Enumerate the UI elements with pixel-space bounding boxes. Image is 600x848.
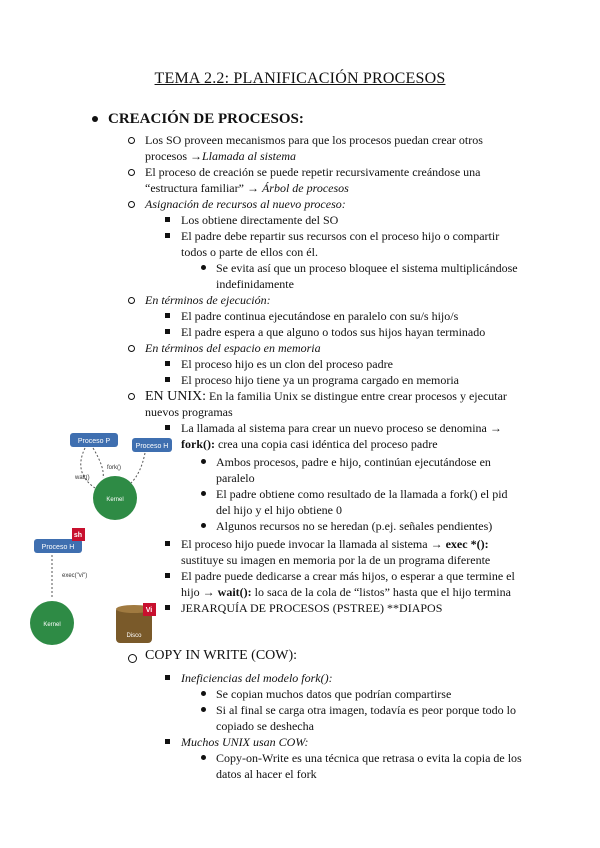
text-line: El proceso hijo es un clon del proceso padre [181, 357, 393, 371]
bullet [128, 297, 135, 304]
text-line: Ambos procesos, padre e hijo, continúan ejecutándose en [216, 455, 491, 469]
bullet [201, 265, 206, 270]
child-arrow [131, 453, 145, 483]
bullet [165, 329, 170, 334]
text-line: JERARQUÍA DE PROCESOS (PSTREE) **DIAPOS [181, 601, 443, 615]
text-line: Si al final se carga otra imagen, todavía es peor porque todo lo [216, 703, 517, 717]
text-line: Copy-on-Write es una técnica que retrasa o evita la copia de los [216, 751, 522, 765]
bullet [128, 137, 135, 144]
text-line: “estructura familiar” → Árbol de procesos [145, 181, 349, 195]
bullet [128, 345, 135, 352]
bullet [201, 491, 206, 496]
bullet [165, 605, 170, 610]
bullet [165, 313, 170, 318]
text-line: Los obtiene directamente del SO [181, 213, 339, 227]
bullet [165, 739, 170, 744]
bullet [165, 361, 170, 366]
text-line: El proceso de creación se puede repetir recursivamente creándose una [145, 165, 481, 179]
bullet [201, 523, 206, 528]
bullet [165, 541, 170, 546]
bullet [201, 459, 206, 464]
text-line: El padre puede dedicarse a crear más hijos, o esperar a que termine el [181, 569, 515, 583]
fork-diagram [65, 428, 180, 523]
text-line: Muchos UNIX usan COW: [181, 735, 309, 749]
process-h-label: Proceso H [135, 443, 169, 450]
bullet [128, 201, 135, 208]
text-line: hijo → wait(): lo saca de la cola de “listos” hasta que el hijo termina [181, 585, 511, 599]
text-line: paralelo [216, 471, 255, 485]
bullet [201, 755, 206, 760]
exec-label: exec("vi") [62, 573, 88, 579]
text-line: En términos del espacio en memoria [145, 341, 321, 355]
wait-arrow [81, 448, 95, 488]
text-line: Los SO proveen mecanismos para que los procesos puedan crear otros [145, 133, 483, 147]
page-title: TEMA 2.2: PLANIFICACIÓN PROCESOS [154, 70, 446, 87]
text-line: En términos de ejecución: [145, 293, 271, 307]
bullet [128, 169, 135, 176]
text-line: Ineficiencias del modelo fork(): [181, 671, 333, 685]
bullet [165, 675, 170, 680]
text-line: Asignación de recursos al nuevo proceso: [145, 197, 346, 211]
text-line: El padre obtiene como resultado de la llamada a fork() el pid [216, 487, 508, 501]
text-line: indefinidamente [216, 277, 294, 291]
bullet [165, 233, 170, 238]
text-line: El padre continua ejecutándose en paralelo con su/s hijo/s [181, 309, 459, 323]
bullet [201, 707, 206, 712]
bullet [92, 116, 98, 122]
bullet [201, 691, 206, 696]
bullet [128, 393, 135, 400]
wait-label: wait() [75, 475, 90, 481]
text-line: COPY IN WRITE (COW): [145, 648, 298, 663]
sh-label: sh [73, 532, 83, 539]
bullet [165, 573, 170, 578]
section-heading: CREACIÓN DE PROCESOS: [108, 111, 304, 127]
text-line: copiado se deshecha [216, 719, 314, 733]
text-line: EN UNIX: En la familia Unix se distingue entre crear procesos y ejecutar [145, 389, 507, 404]
disk-label: Disco [126, 633, 142, 639]
text-line: La llamada al sistema para crear un nuevo proceso se denomina → [181, 421, 502, 435]
process-p-label: Proceso P [77, 438, 111, 445]
vi-label: Vi [145, 607, 153, 614]
text-line: El proceso hijo puede invocar la llamada al sistema → exec *(): [181, 537, 489, 551]
text-line: procesos →Llamada al sistema [145, 149, 297, 163]
bullet [128, 654, 137, 663]
kernel-label: Kernel [43, 622, 61, 628]
text-line: sustituye su imagen en memoria por la de un programa diferente [181, 553, 491, 567]
text-line: Se evita así que un proceso bloquee el sistema multiplicándose [216, 261, 518, 275]
exec-diagram [30, 525, 165, 650]
text-line: Se copian muchos datos que podrían compartirse [216, 687, 452, 701]
text-line: fork(): crea una copia casi idéntica del proceso padre [181, 437, 438, 451]
kernel-label: Kernel [106, 497, 124, 503]
text-line: El proceso hijo tiene ya un programa cargado en memoria [181, 373, 460, 387]
text-line: nuevos programas [145, 405, 233, 419]
fork-arrow [93, 448, 103, 478]
text-line: datos al hacer el fork [216, 767, 317, 781]
process-h2-label: Proceso H [41, 544, 75, 551]
text-line: El padre debe repartir sus recursos con el proceso hijo o compartir [181, 229, 500, 243]
bullet [165, 217, 170, 222]
text-line: El padre espera a que alguno o todos sus hijos hayan terminado [181, 325, 486, 339]
bullet [165, 377, 170, 382]
text-line: Algunos recursos no se heredan (p.ej. señales pendientes) [216, 519, 493, 533]
text-line: del hijo y el hijo obtiene 0 [216, 503, 342, 517]
text-line: todos o parte de ellos con él. [181, 245, 318, 259]
fork-label: fork() [107, 465, 121, 471]
